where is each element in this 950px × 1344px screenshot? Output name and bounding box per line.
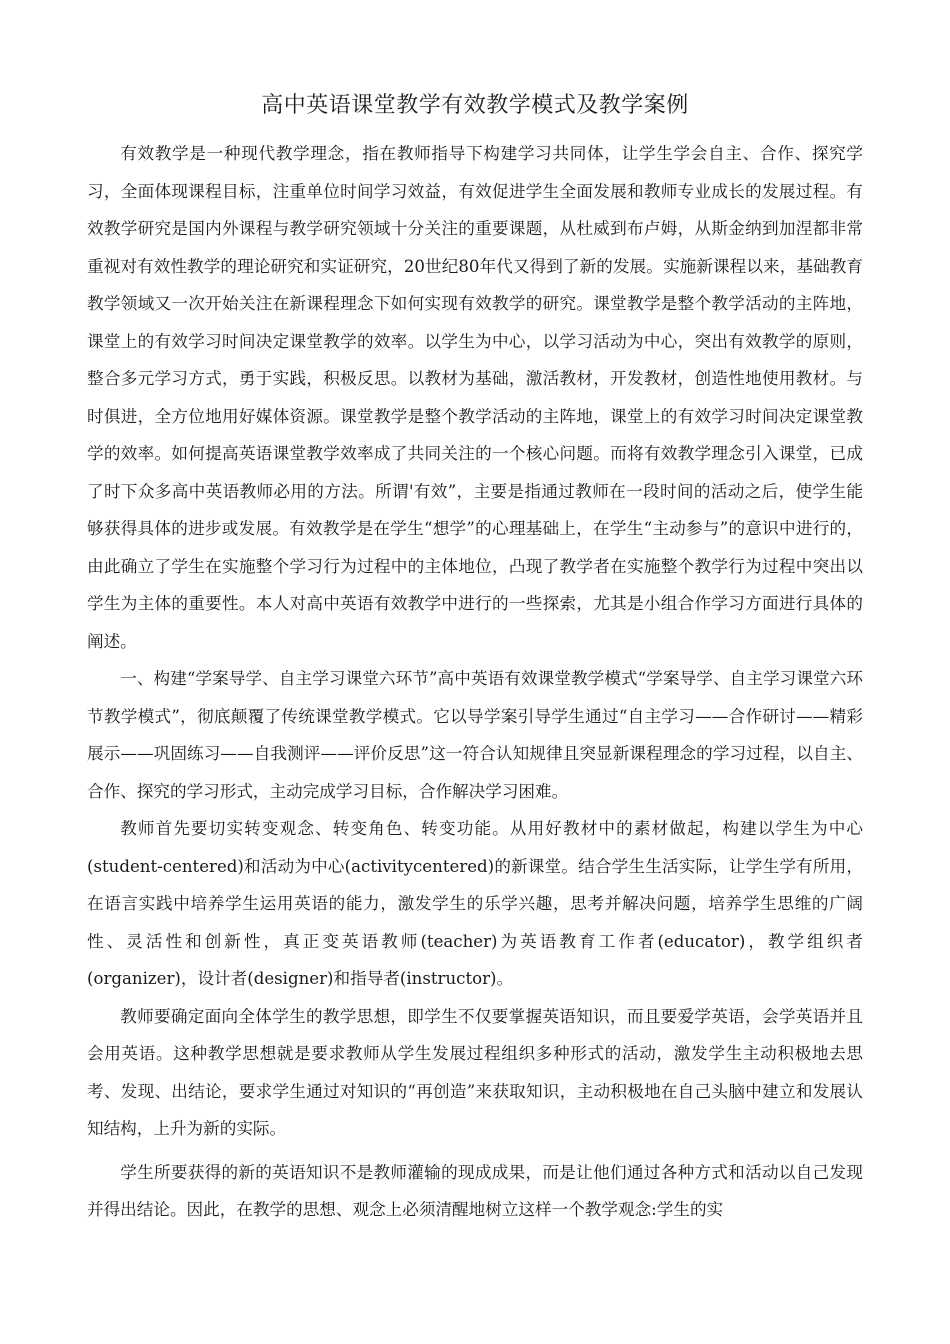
- paragraph-teaching-thought: 教师要确定面向全体学生的教学思想，即学生不仅要掌握英语知识，而且要爱学英语，会学英语并且会用英语。这种教学思想就是要求教师从学生发展过程组织多种形式的活动，激发学生主动积极地去思考、发现、出结论，要求学生通过对知识的“再创造”来获取知识，主动积极地在自己头脑中建立和发展认知结构，上升为新的实际。: [87, 1006, 863, 1138]
- paragraph-section-one: 一、构建“学案导学、自主学习课堂六环节”高中英语有效课堂教学模式“学案导学、自主学习课堂六环节教学模式”，彻底颠覆了传统课堂教学模式。它以导学案引导学生通过“自主学习——合作研讨——精彩展示——巩固练习——自我测评——评价反思”这一符合认知规律且突显新课程理念的学习过程，以自主、合作、探究的学习形式，主动完成学习目标，合作解决学习困难。: [87, 669, 863, 801]
- paragraph-teacher-role: 教师首先要切实转变观念、转变角色、转变功能。从用好教材中的素材做起，构建以学生为中心(student-centered)和活动为中心(activitycentered)的新课堂。结合学生生活实际，让学生学有所用，在语言实践中培养学生运用英语的能力，激发学生的乐学兴趣，思考并解决问题，培养学生思维的广阔性、灵活性和创新性，真正变英语教师(teacher)为英语教育工作者(educator)，教学组织者(organizer)，设计者(designer)和指导者(instructor)。: [87, 819, 863, 988]
- paragraph-student-knowledge: 学生所要获得的新的英语知识不是教师灌输的现成成果，而是让他们通过各种方式和活动以自己发现并得出结论。因此，在教学的思想、观念上必须清醒地树立这样一个教学观念:学生的实: [87, 1162, 863, 1219]
- paragraph-intro: 有效教学是一种现代教学理念，指在教师指导下构建学习共同体，让学生学会自主、合作、探究学习，全面体现课程目标，注重单位时间学习效益，有效促进学生全面发展和教师专业成长的发展过程。有效教学研究是国内外课程与教学研究领域十分关注的重要课题，从杜威到布卢姆，从斯金纳到加涅都非常重视对有效性教学的理论研究和实证研究，20世纪80年代又得到了新的发展。实施新课程以来，基础教育教学领域又一次开始关注在新课程理念下如何实现有效教学的研究。课堂教学是整个教学活动的主阵地，课堂上的有效学习时间决定课堂教学的效率。以学生为中心，以学习活动为中心，突出有效教学的原则，整合多元学习方式，勇于实践，积极反思。以教材为基础，激活教材，开发教材，创造性地使用教材。与时俱进，全方位地用好媒体资源。课堂教学是整个教学活动的主阵地，课堂上的有效学习时间决定课堂教学的效率。如何提高英语课堂教学效率成了共同关注的一个核心问题。而将有效教学理念引入课堂，已成了时下众多高中英语教师必用的方法。所谓'有效”，主要是指通过教师在一段时间的活动之后，使学生能够获得具体的进步或发展。有效教学是在学生“想学”的心理基础上，在学生“主动参与”的意识中进行的，由此确立了学生在实施整个学习行为过程中的主体地位，凸现了教学者在实施整个教学行为过程中突出以学生为主体的重要性。本人对高中英语有效教学中进行的一些探索，尤其是小组合作学习方面进行具体的阐述。: [87, 144, 863, 651]
- document-title: 高中英语课堂教学有效教学模式及教学案例: [261, 93, 689, 118]
- document-body: [87, 135, 863, 1229]
